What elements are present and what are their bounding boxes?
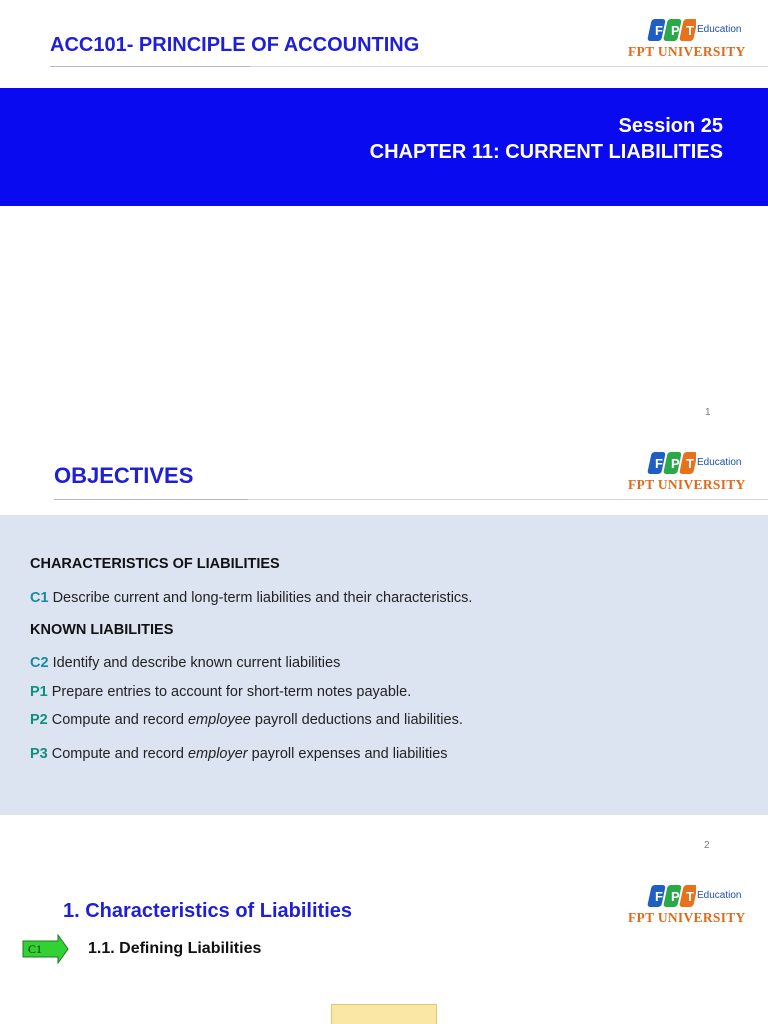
- slide-2: [0, 433, 768, 853]
- fpt-logo-icon: [646, 451, 696, 475]
- logo-letter-p: P: [671, 23, 680, 38]
- fpt-logo-icon: [646, 884, 696, 908]
- logo-education: Education: [697, 24, 742, 35]
- objective-text-after: payroll deductions and liabilities.: [250, 712, 463, 728]
- section-heading: KNOWN LIABILITIES: [30, 622, 174, 638]
- logo-university: FPT UNIVERSITY: [628, 477, 746, 492]
- logo-letter-p: P: [671, 456, 680, 471]
- objective-emphasis: employee: [187, 712, 251, 728]
- logo-letter-t: T: [686, 23, 694, 38]
- objective-text: Prepare entries to account for short-term notes payable.: [51, 684, 412, 700]
- page-number: 1: [705, 407, 711, 418]
- objective-tag-arrow: [22, 934, 70, 964]
- objective-code: P2: [30, 712, 52, 728]
- logo-letter-t: T: [686, 889, 694, 904]
- logo-education: Education: [697, 890, 742, 901]
- objective-text: Describe current and long-term liabilities and their characteristics.: [52, 590, 473, 606]
- objective-item: [30, 712, 463, 728]
- objective-emphasis: employer: [187, 746, 248, 762]
- logo-letter-t: T: [686, 456, 694, 471]
- logo-letter-f: F: [655, 889, 663, 904]
- session-banner: [0, 88, 768, 206]
- session-label: Session 25: [618, 115, 723, 137]
- logo-letter-f: F: [655, 23, 663, 38]
- logo-university: FPT UNIVERSITY: [628, 910, 746, 925]
- objective-text: Identify and describe known current liabilities: [52, 655, 341, 671]
- objective-code: C1: [30, 590, 53, 606]
- objectives-title: OBJECTIVES: [54, 463, 194, 488]
- objective-item: [30, 655, 340, 671]
- title-underline: [54, 499, 248, 500]
- sub-heading: 1.1. Defining Liabilities: [88, 940, 262, 957]
- section-title: 1. Characteristics of Liabilities: [63, 900, 352, 922]
- logo-letter-f: F: [655, 456, 663, 471]
- objective-text-after: payroll expenses and liabilities: [247, 746, 448, 762]
- page-number: 2: [704, 840, 710, 851]
- objective-item: [30, 746, 448, 762]
- slide-3: [0, 866, 768, 1024]
- logo-letter-p: P: [671, 889, 680, 904]
- chapter-label: CHAPTER 11: CURRENT LIABILITIES: [369, 141, 723, 163]
- objective-text-before: Compute and record: [51, 712, 188, 728]
- objective-item: [30, 684, 411, 700]
- title-underline: [50, 66, 250, 67]
- logo-education: Education: [697, 457, 742, 468]
- objective-tag-label: C1: [28, 942, 43, 956]
- objective-item: [30, 590, 472, 606]
- fpt-logo: [628, 884, 768, 934]
- fpt-logo-icon: [646, 18, 696, 42]
- section-heading: CHARACTERISTICS OF LIABILITIES: [30, 556, 280, 572]
- objectives-panel: [0, 515, 768, 815]
- fpt-logo: [628, 451, 768, 501]
- objective-code: P3: [30, 746, 52, 762]
- objective-code: C2: [30, 655, 53, 671]
- objective-code: P1: [30, 684, 52, 700]
- course-title: ACC101- PRINCIPLE OF ACCOUNTING: [50, 34, 420, 56]
- logo-university: FPT UNIVERSITY: [628, 44, 746, 59]
- fpt-logo: [628, 18, 768, 68]
- slide-1: [0, 0, 768, 430]
- objective-text-before: Compute and record: [51, 746, 188, 762]
- diagram-box: [331, 1004, 437, 1024]
